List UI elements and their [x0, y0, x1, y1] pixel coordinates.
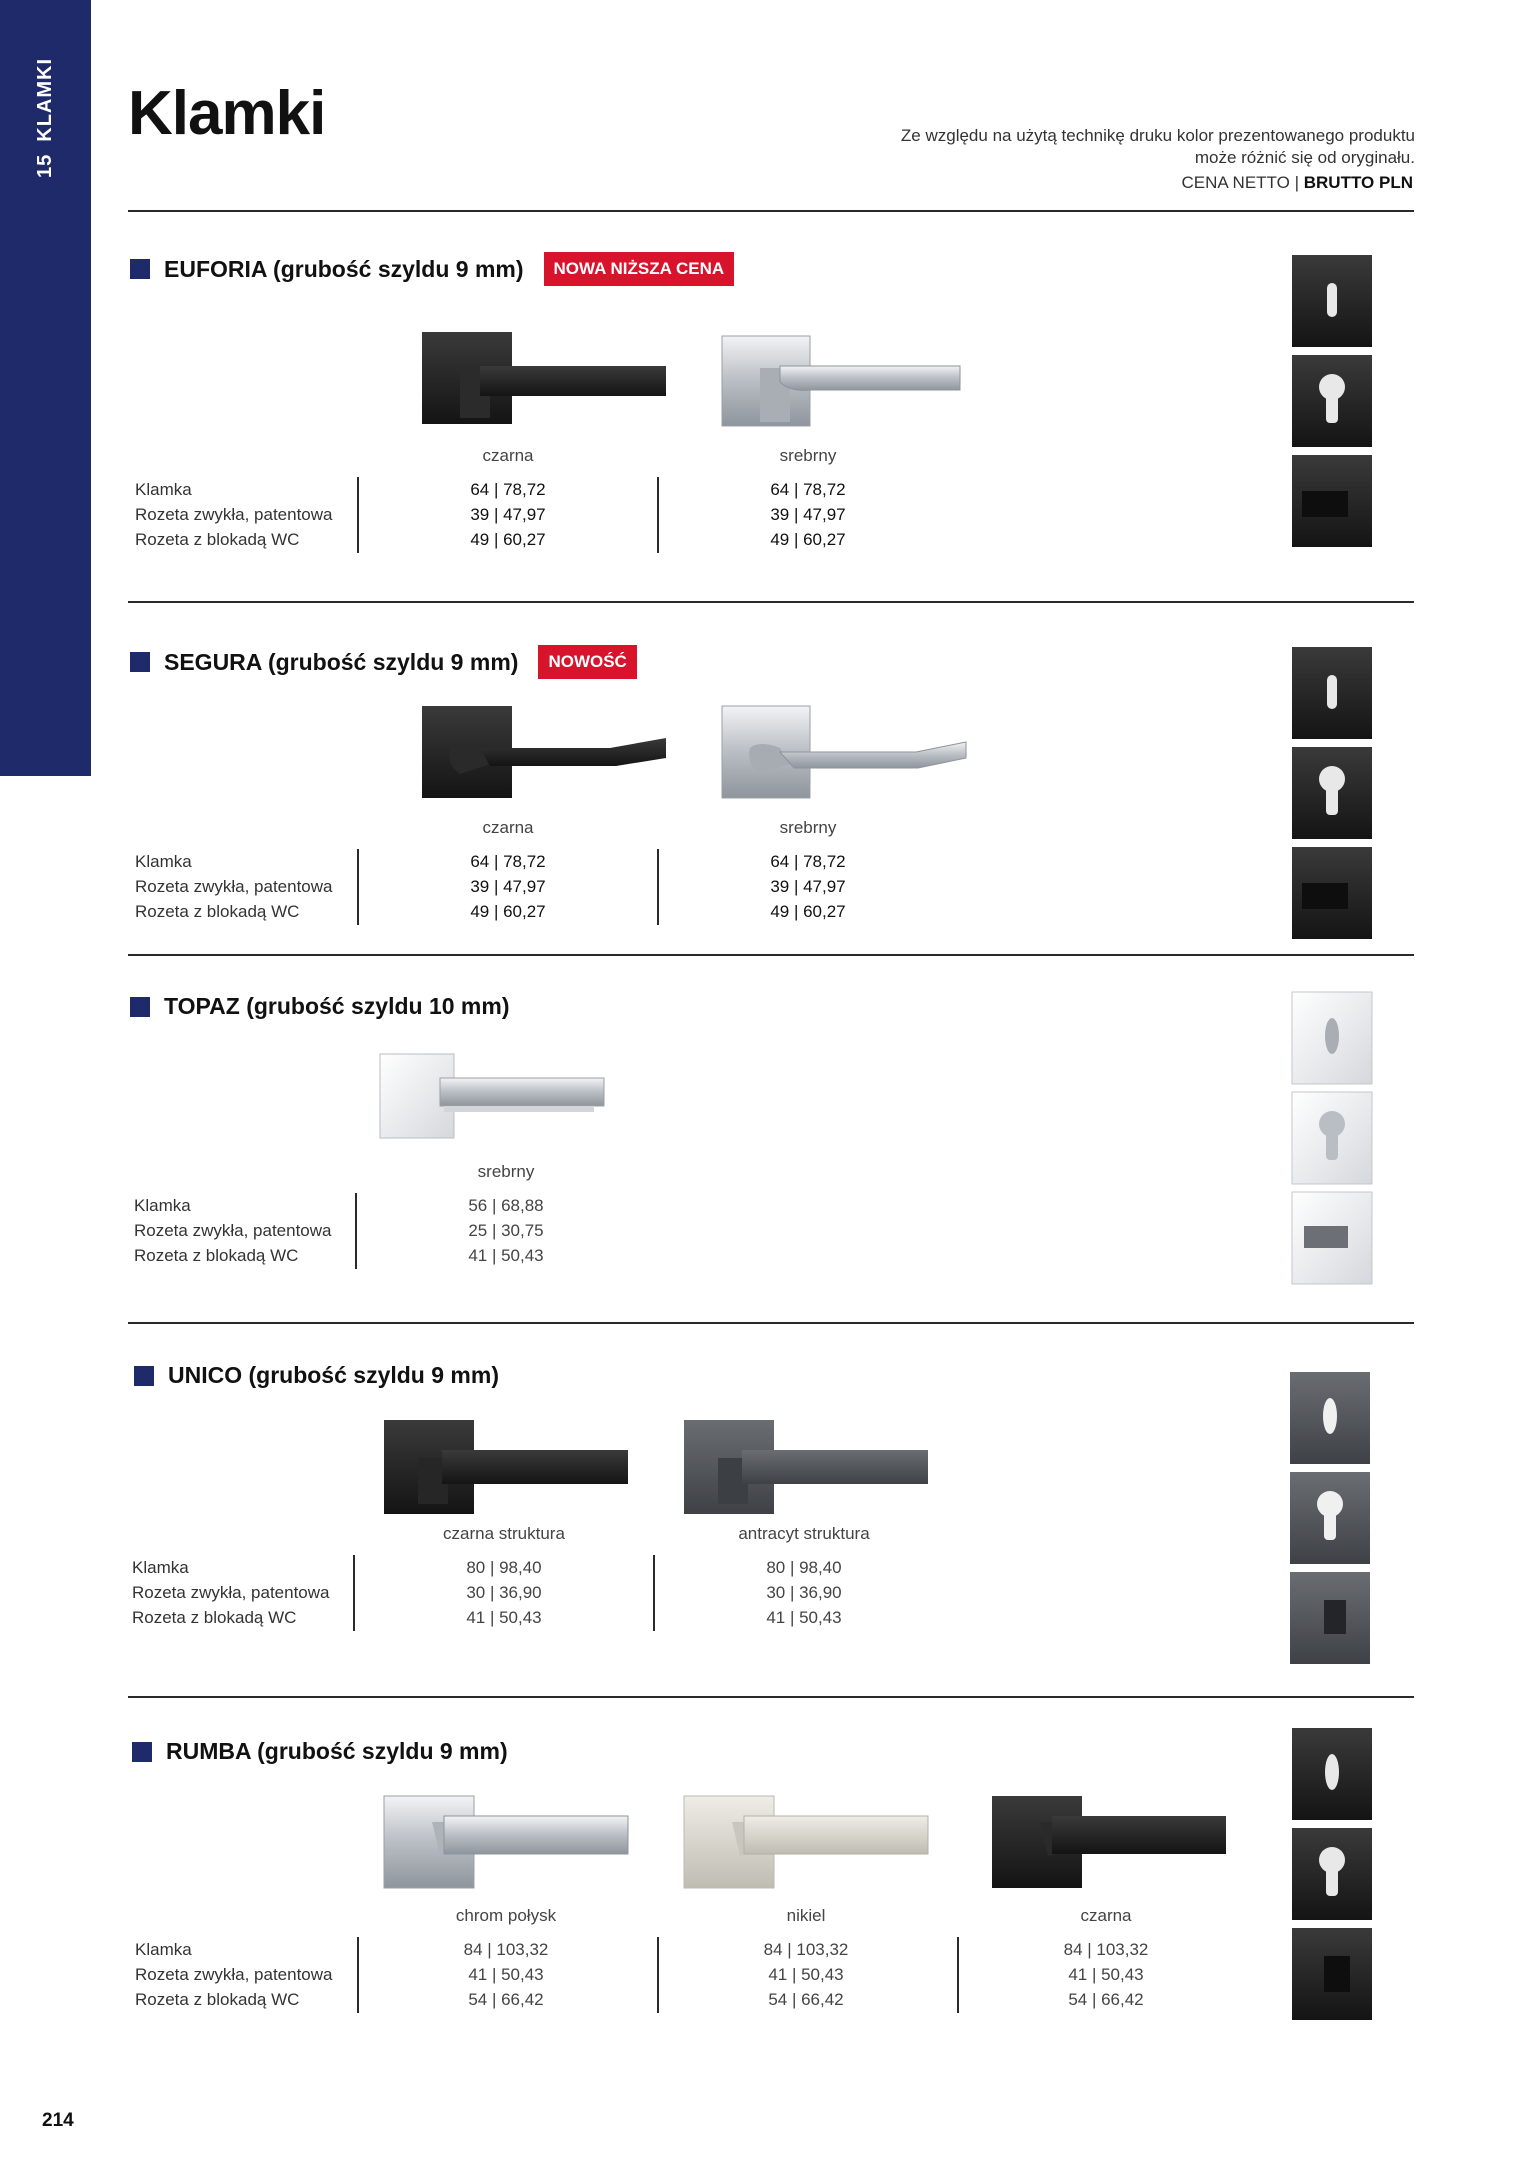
- page-number: 214: [42, 2110, 74, 2131]
- handle-image-anthracite: [682, 1418, 932, 1518]
- new-product-badge: NOWOŚĆ: [538, 645, 636, 679]
- column-divider: [357, 477, 359, 553]
- column-divider: [353, 1555, 355, 1631]
- column-divider: [657, 1937, 659, 2013]
- price-column: [426, 1193, 586, 1268]
- row-label: Rozeta z blokadą WC: [135, 1990, 300, 2009]
- handle-image-black: [990, 1794, 1230, 1890]
- handle-image-black: [420, 328, 670, 428]
- price-column: [724, 1555, 884, 1630]
- row-label: Klamka: [132, 1558, 189, 1577]
- handle-image-silver: [378, 1052, 608, 1142]
- price-cell: 41 | 50,43: [468, 1965, 544, 1984]
- row-label: Klamka: [134, 1196, 191, 1215]
- handle-image-black: [420, 704, 670, 804]
- price-brutto-label: BRUTTO PLN: [1303, 173, 1413, 192]
- variant-color-label: nikiel: [786, 1906, 826, 1925]
- price-cell: 64 | 78,72: [470, 852, 546, 871]
- price-column: [728, 477, 888, 552]
- price-cell: 64 | 78,72: [770, 480, 846, 499]
- row-label: Rozeta zwykła, patentowa: [134, 1221, 332, 1240]
- section-header-rumba: [132, 1738, 508, 1765]
- row-label: Klamka: [135, 480, 192, 499]
- variant-color-label: srebrny: [477, 1162, 535, 1181]
- price-cell: 49 | 60,27: [470, 530, 546, 549]
- section-bullet: [130, 652, 150, 672]
- price-column: [728, 849, 888, 924]
- section-divider: [128, 954, 1414, 956]
- section-bullet: [134, 1366, 154, 1386]
- price-cell: 56 | 68,88: [468, 1196, 544, 1215]
- row-label: Klamka: [135, 852, 192, 871]
- price-column: [428, 849, 588, 924]
- price-cell: 41 | 50,43: [766, 1608, 842, 1627]
- price-legend: [1182, 173, 1413, 193]
- variant-color-label: antracyt struktura: [738, 1524, 870, 1543]
- price-column: [424, 1555, 584, 1630]
- section-header-segura: [130, 645, 637, 679]
- row-labels: [135, 849, 333, 924]
- handle-image-black-structure: [382, 1418, 632, 1518]
- price-cell: 41 | 50,43: [1068, 1965, 1144, 1984]
- variant-color-label: czarna: [1080, 1906, 1132, 1925]
- variant-color-label: czarna struktura: [443, 1524, 565, 1543]
- column-divider: [653, 1555, 655, 1631]
- row-label: Rozeta zwykła, patentowa: [132, 1583, 330, 1602]
- section-header-topaz: [130, 993, 509, 1020]
- price-cell: 64 | 78,72: [470, 480, 546, 499]
- section-title: UNICO (grubość szyldu 9 mm): [168, 1362, 499, 1388]
- price-cell: 84 | 103,32: [1063, 1940, 1149, 1959]
- variant-color-label: srebrny: [779, 818, 837, 837]
- price-column: [726, 1937, 886, 2012]
- price-cell: 64 | 78,72: [770, 852, 846, 871]
- row-labels: [132, 1555, 330, 1630]
- rosette-set-black: [1290, 253, 1374, 549]
- price-cell: 54 | 66,42: [1068, 1990, 1144, 2009]
- rosette-set-black: [1290, 645, 1374, 941]
- price-cell: 49 | 60,27: [770, 902, 846, 921]
- price-cell: 41 | 50,43: [768, 1965, 844, 1984]
- price-column: [428, 477, 588, 552]
- row-labels: [135, 1937, 333, 2012]
- section-title: EUFORIA (grubość szyldu 9 mm): [164, 255, 524, 282]
- price-cell: 39 | 47,97: [470, 877, 546, 896]
- price-cell: 80 | 98,40: [766, 1558, 842, 1577]
- section-bullet: [130, 259, 150, 279]
- header-divider: [128, 210, 1414, 212]
- price-cell: 84 | 103,32: [763, 1940, 849, 1959]
- handle-image-silver: [720, 704, 970, 804]
- section-bullet: [130, 997, 150, 1017]
- section-bullet: [132, 1742, 152, 1762]
- chapter-tab-label: [30, 38, 60, 178]
- handle-image-silver: [720, 332, 970, 432]
- price-cell: 41 | 50,43: [468, 1246, 544, 1265]
- rosette-set-anthracite: [1288, 1370, 1372, 1666]
- handle-image-chrome: [382, 1794, 632, 1890]
- price-cell: 49 | 60,27: [470, 902, 546, 921]
- price-cell: 30 | 36,90: [766, 1583, 842, 1602]
- section-divider: [128, 1322, 1414, 1324]
- variant-color-label: czarna: [482, 446, 534, 465]
- section-title: TOPAZ (grubość szyldu 10 mm): [164, 993, 510, 1019]
- price-column: [1026, 1937, 1186, 2012]
- price-cell: 39 | 47,97: [770, 877, 846, 896]
- variant-color-label: czarna: [482, 818, 534, 837]
- row-label: Rozeta z blokadą WC: [132, 1608, 297, 1627]
- row-label: Rozeta zwykła, patentowa: [135, 877, 333, 896]
- column-divider: [355, 1193, 357, 1269]
- price-cell: 54 | 66,42: [468, 1990, 544, 2009]
- price-separator: |: [1294, 173, 1300, 192]
- rosette-set-black: [1290, 1726, 1374, 2022]
- price-cell: 39 | 47,97: [770, 505, 846, 524]
- variant-color-label: chrom połysk: [455, 1906, 557, 1925]
- rosette-set-silver: [1290, 990, 1374, 1286]
- section-title: RUMBA (grubość szyldu 9 mm): [166, 1738, 508, 1764]
- print-disclaimer: Ze względu na użytą technikę druku kolor prezentowanego produktu może różnić się od oryginału.: [900, 126, 1415, 167]
- price-cell: 80 | 98,40: [466, 1558, 542, 1577]
- chapter-name: KLAMKI: [33, 57, 56, 142]
- row-label: Rozeta zwykła, patentowa: [135, 1965, 333, 1984]
- new-lower-price-badge: NOWA NIŻSZA CENA: [544, 252, 735, 286]
- column-divider: [657, 477, 659, 553]
- price-cell: 49 | 60,27: [770, 530, 846, 549]
- row-labels: [134, 1193, 332, 1268]
- price-cell: 41 | 50,43: [466, 1608, 542, 1627]
- row-label: Klamka: [135, 1940, 192, 1959]
- price-column: [426, 1937, 586, 2012]
- price-cell: 39 | 47,97: [470, 505, 546, 524]
- page-title: Klamki: [128, 79, 326, 148]
- section-title: SEGURA (grubość szyldu 9 mm): [164, 648, 519, 675]
- section-header-unico: [134, 1362, 499, 1389]
- column-divider: [357, 849, 359, 925]
- section-divider: [128, 601, 1414, 603]
- column-divider: [657, 849, 659, 925]
- chapter-number: 15: [33, 153, 56, 178]
- variant-color-label: srebrny: [779, 446, 837, 465]
- column-divider: [957, 1937, 959, 2013]
- section-divider: [128, 1696, 1414, 1698]
- column-divider: [357, 1937, 359, 2013]
- price-cell: 84 | 103,32: [463, 1940, 549, 1959]
- section-header-euforia: [130, 252, 734, 286]
- price-cell: 25 | 30,75: [468, 1221, 544, 1240]
- row-label: Rozeta z blokadą WC: [135, 902, 300, 921]
- row-labels: [135, 477, 333, 552]
- price-cell: 30 | 36,90: [466, 1583, 542, 1602]
- price-netto-label: CENA NETTO: [1181, 173, 1290, 192]
- row-label: Rozeta zwykła, patentowa: [135, 505, 333, 524]
- handle-image-nickel: [682, 1794, 932, 1890]
- row-label: Rozeta z blokadą WC: [134, 1246, 299, 1265]
- row-label: Rozeta z blokadą WC: [135, 530, 300, 549]
- price-cell: 54 | 66,42: [768, 1990, 844, 2009]
